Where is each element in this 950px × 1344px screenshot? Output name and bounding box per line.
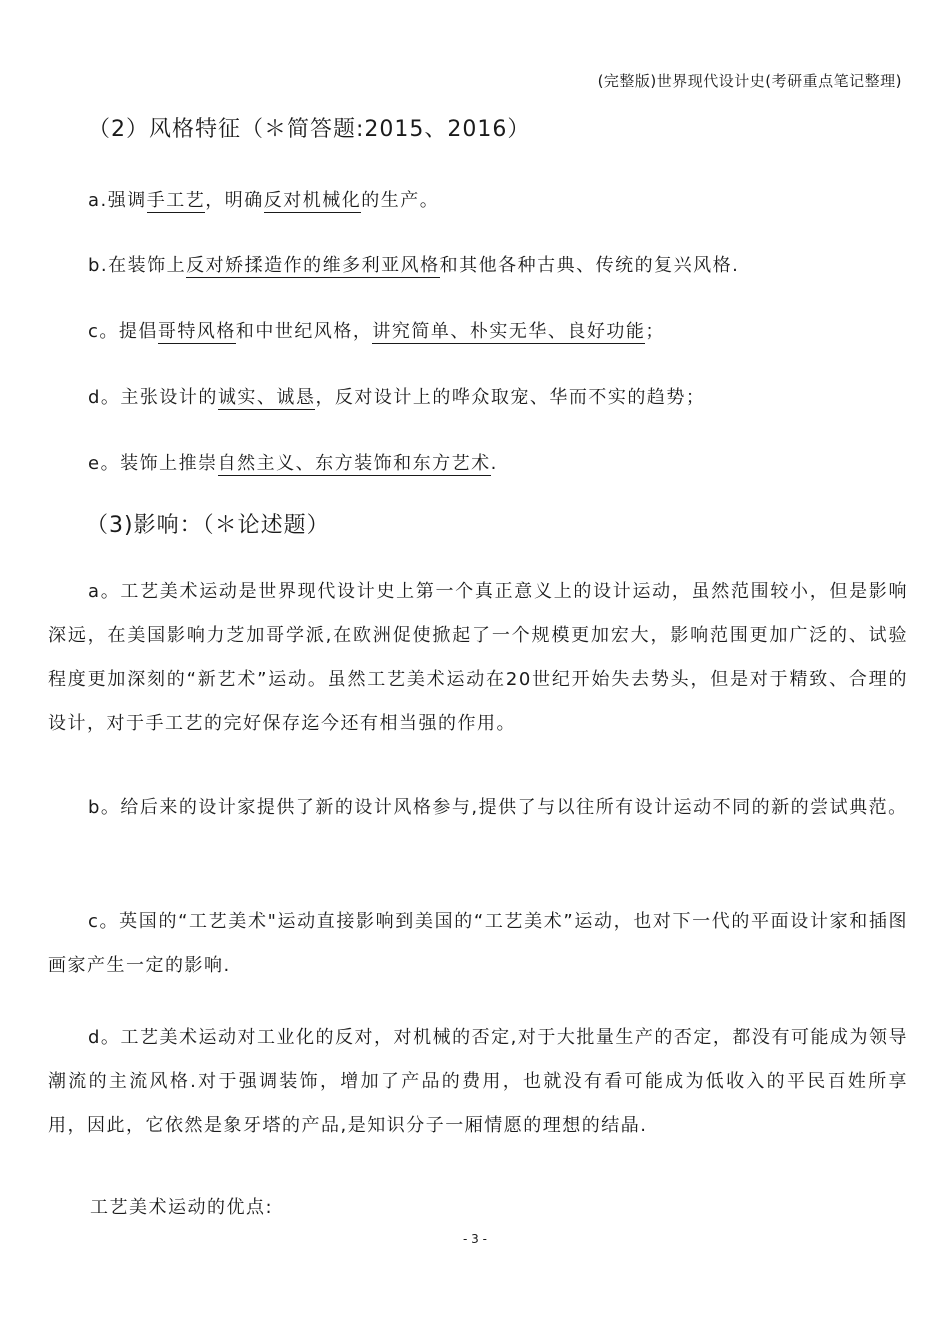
paragraph-influence-b: b。给后来的设计家提供了新的设计风格参与,提供了与以往所有设计运动不同的新的尝试典范。 <box>88 797 908 818</box>
list-item <box>88 186 439 212</box>
underlined-text: 手工艺 <box>146 190 206 211</box>
underlined-text: 讲究简单、朴实无华、良好功能 <box>372 321 646 342</box>
advantages-heading: 工艺美术运动的优点: <box>90 1197 274 1218</box>
section-heading-style-features: （2）风格特征（＊简答题:2015、2016） <box>88 117 531 142</box>
item-text: . <box>490 453 498 474</box>
list-item <box>88 317 665 343</box>
paragraph-influence-d: d。工艺美术运动对工业化的反对，对机械的否定,对于大批量生产的否定，都没有可能成为领导潮流的主流风格.对于强调装饰，增加了产品的费用，也就没有看可能成为低收入的平民百姓所享用，因此，它依然是象牙塔的产品,是知识分子一厢情愿的理想的结晶. <box>48 1027 908 1136</box>
item-text: 和中世纪风格， <box>235 321 373 342</box>
list-item <box>88 251 739 277</box>
underlined-text: 反对机械化 <box>263 190 362 211</box>
item-text: ，反对设计上的哗众取宠、华而不实的趋势； <box>315 387 706 408</box>
underlined-text: 自然主义、东方装饰和东方艺术 <box>217 453 491 474</box>
underlined-text: 诚实、诚恳 <box>217 387 316 408</box>
item-text: b.在装饰上 <box>88 255 187 276</box>
list-item <box>88 383 705 409</box>
item-text: d。主张设计的 <box>88 387 218 408</box>
underlined-text: 反对矫揉造作的维多利亚风格 <box>186 255 440 276</box>
underlined-text: 哥特风格 <box>157 321 236 342</box>
paragraph-influence-a: a。工艺美术运动是世界现代设计史上第一个真正意义上的设计运动，虽然范围较小，但是影响深远，在美国影响力芝加哥学派,在欧洲促使掀起了一个规模更加宏大，影响范围更加广泛的、试验程度更加深刻的“新艺术”运动。虽然工艺美术运动在20世纪开始失去势头，但是对于精致、合理的设计，对于手工艺的完好保存迄今还有相当强的作用。 <box>48 581 908 734</box>
paragraph-influence-c: c。英国的“工艺美术"运动直接影响到美国的“工艺美术”运动，也对下一代的平面设计家和插图画家产生一定的影响. <box>48 911 908 976</box>
item-text: e。装饰上推崇 <box>88 453 218 474</box>
item-text: 的生产。 <box>361 190 440 211</box>
item-text: c。提倡 <box>88 321 158 342</box>
item-text: 和其他各种古典、传统的复兴风格. <box>439 255 740 276</box>
document-header-title: (完整版)世界现代设计史(考研重点笔记整理) <box>597 72 902 90</box>
section-heading-influence: （3)影响：（＊论述题） <box>86 513 330 538</box>
item-text: a.强调 <box>88 190 147 211</box>
list-item <box>88 449 498 475</box>
item-text: ； <box>645 321 665 342</box>
item-text: ，明确 <box>205 190 264 211</box>
page-number: - 3 - <box>463 1232 487 1246</box>
